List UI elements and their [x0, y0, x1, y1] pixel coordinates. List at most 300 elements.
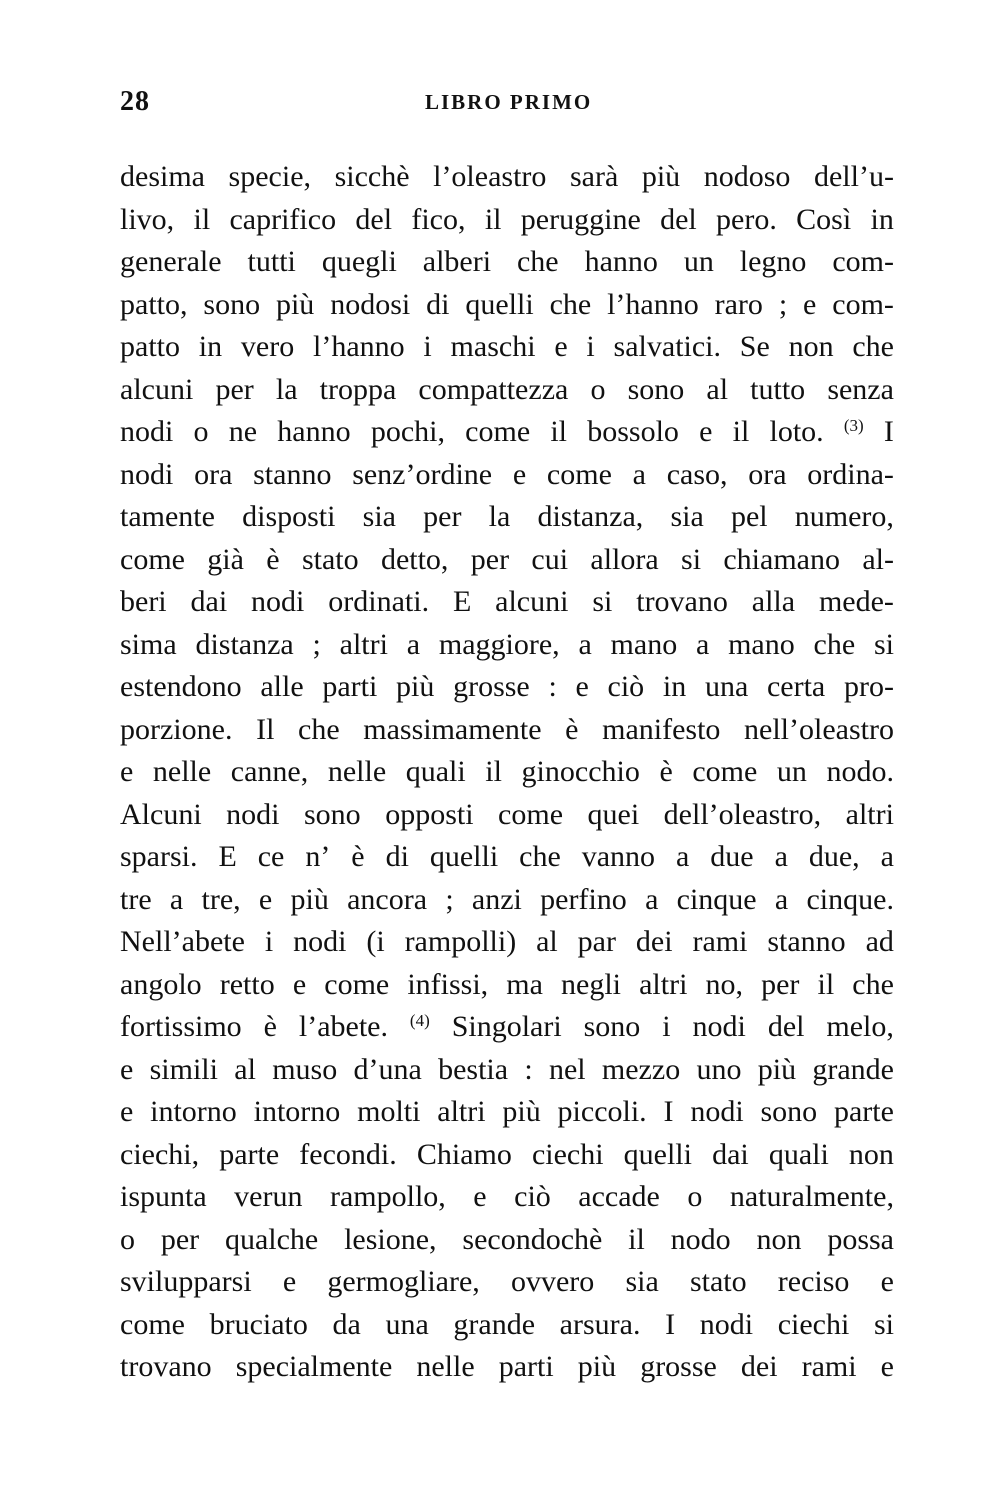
word: ispunta: [120, 1180, 207, 1213]
word: e: [880, 1350, 894, 1383]
word: intorno: [253, 1095, 341, 1128]
word: Chiamo: [416, 1137, 512, 1171]
word: [844, 411, 864, 454]
word: specie,: [228, 160, 312, 193]
word: cinque.: [806, 882, 894, 916]
word: nel: [548, 1052, 586, 1086]
word: che: [852, 330, 894, 363]
word: bruciato: [209, 1307, 308, 1341]
word: di: [385, 840, 409, 873]
word: angolo: [120, 967, 202, 1001]
word: ciechi: [531, 1137, 604, 1171]
word: peruggine: [520, 202, 641, 236]
word: i: [423, 330, 432, 363]
word: a: [695, 627, 710, 661]
word: senz’ordine: [352, 457, 493, 491]
word: pero.: [716, 202, 777, 236]
word: sono: [583, 1010, 641, 1043]
word: si: [873, 1307, 894, 1341]
word: come: [465, 415, 531, 448]
word: sono: [760, 1095, 818, 1128]
word: cinque: [676, 882, 757, 916]
word: :: [524, 1052, 533, 1086]
word: altri: [845, 797, 894, 831]
word: quelli: [465, 287, 534, 321]
text-line: [120, 411, 894, 454]
word: si: [873, 627, 894, 661]
word: altri: [339, 627, 388, 661]
word: ancora: [347, 882, 428, 916]
word: più: [290, 882, 329, 916]
word: il: [193, 202, 211, 236]
word: lesione,: [344, 1222, 437, 1256]
word: che: [298, 712, 340, 746]
word: raro: [714, 287, 763, 321]
word: Singolari: [451, 1010, 562, 1043]
word: sarà: [569, 160, 619, 193]
word: alberi: [422, 245, 492, 278]
word: svilupparsi: [120, 1265, 252, 1298]
word: dell’oleastro,: [663, 797, 822, 831]
word: dai: [712, 1137, 749, 1171]
word: piccoli.: [557, 1095, 647, 1128]
word: sono: [203, 287, 261, 321]
word: un: [776, 755, 807, 788]
word: o: [590, 372, 606, 406]
word: melo,: [826, 1010, 894, 1043]
word: ovvero: [510, 1265, 595, 1298]
word: parti: [498, 1350, 554, 1383]
word: ordinati.: [328, 585, 430, 618]
word: i: [662, 1010, 671, 1043]
word: e: [473, 1180, 487, 1213]
word: alcuni: [120, 372, 194, 406]
word: a: [632, 457, 646, 491]
word: pro-: [843, 670, 894, 703]
word: hanno: [584, 245, 658, 278]
word: legno: [739, 245, 807, 278]
word: per: [470, 542, 510, 576]
word: arsura.: [559, 1307, 641, 1341]
text-line: [120, 539, 894, 582]
word: secondochè: [462, 1222, 603, 1256]
text-line: [120, 284, 894, 327]
word: e: [120, 755, 134, 788]
word: cui: [531, 542, 569, 576]
word: possa: [827, 1222, 894, 1256]
word: rami: [801, 1350, 857, 1383]
word: massimamente: [363, 712, 542, 746]
word: hanno: [277, 415, 351, 448]
word: retto: [219, 967, 275, 1001]
word: che: [516, 245, 559, 278]
word: quali: [405, 755, 466, 788]
word: muso: [272, 1052, 338, 1086]
word: :: [548, 670, 557, 703]
word: è: [659, 755, 673, 788]
word: I: [665, 1307, 676, 1341]
word: tre: [120, 882, 152, 916]
text-line: [120, 581, 894, 624]
word: com-: [832, 245, 894, 278]
word: opposti: [385, 797, 474, 831]
word: a: [880, 840, 894, 873]
word: altri: [437, 1095, 486, 1128]
word: trovano: [636, 585, 728, 618]
word: stanno: [767, 925, 846, 958]
word: del: [660, 202, 697, 236]
word: ciechi,: [120, 1137, 200, 1171]
word: il: [485, 755, 502, 788]
word: a: [645, 882, 659, 916]
text-line: [120, 1261, 894, 1304]
text-line: [120, 751, 894, 794]
word: sparsi.: [120, 840, 198, 873]
word: ciò: [514, 1180, 551, 1213]
text-line: [120, 1091, 894, 1134]
word: come: [498, 797, 564, 831]
word: ginocchio: [521, 755, 640, 788]
word: quelli: [429, 840, 499, 873]
word: vanno: [581, 840, 656, 873]
word: alcuni: [495, 585, 569, 618]
word: estendono: [120, 670, 242, 703]
word: il: [484, 202, 502, 236]
word: è: [565, 712, 579, 746]
text-line: [120, 624, 894, 667]
text-line: [120, 241, 894, 284]
word: naturalmente,: [729, 1180, 894, 1213]
word: desima: [120, 160, 205, 193]
word: o: [120, 1222, 135, 1256]
word: sima: [120, 627, 177, 661]
text-line: [120, 879, 894, 922]
word: sia: [625, 1265, 659, 1298]
word: l’oleastro: [433, 160, 547, 193]
word: a: [578, 627, 592, 661]
word: Il: [256, 712, 275, 746]
word: quegli: [321, 245, 397, 278]
word: E: [218, 840, 237, 873]
word: perfino: [540, 882, 627, 916]
text-line: [120, 1219, 894, 1262]
word: a: [774, 840, 788, 873]
word: dei: [635, 925, 673, 958]
word: a: [774, 882, 789, 916]
word: distanza,: [537, 500, 644, 533]
word: chiamano: [723, 542, 840, 576]
word: come: [120, 1307, 185, 1341]
word: il: [817, 967, 835, 1001]
word: trovano: [120, 1350, 212, 1383]
word: e: [292, 967, 307, 1001]
word: nelle: [327, 755, 387, 788]
word: grosse: [453, 670, 530, 703]
word: non: [848, 1137, 894, 1171]
word: ;: [312, 627, 321, 661]
text-line: [120, 709, 894, 752]
word: grosse: [640, 1350, 717, 1383]
word: ciechi: [777, 1307, 850, 1341]
word: I: [663, 1095, 674, 1128]
word: che: [813, 627, 856, 661]
word: loto.: [769, 415, 824, 448]
word: troppa: [319, 372, 397, 406]
page-number: 28: [120, 86, 150, 117]
word: in: [870, 202, 894, 236]
word: qualche: [224, 1222, 319, 1256]
word: del: [355, 202, 393, 236]
word: stato: [301, 542, 359, 576]
word: quelli: [623, 1137, 692, 1171]
word: nell’oleastro: [744, 712, 894, 746]
word: e: [803, 287, 817, 321]
word: non: [756, 1222, 802, 1256]
word: al: [706, 372, 729, 406]
word: più: [275, 287, 315, 321]
word: beri: [120, 585, 167, 618]
word: mede-: [818, 585, 894, 618]
body-text: [120, 156, 894, 1389]
word: come: [120, 542, 185, 576]
word: è: [351, 840, 365, 873]
word: molti: [357, 1095, 421, 1128]
word: certa: [766, 670, 826, 703]
word: manifesto: [602, 712, 721, 746]
word: fortissimo: [120, 1010, 242, 1043]
word: salvatici.: [613, 330, 722, 363]
text-line: [120, 454, 894, 497]
word: nodi: [251, 585, 305, 618]
word: è: [263, 1010, 277, 1043]
word: generale: [120, 245, 222, 278]
word: nodosi: [330, 287, 411, 321]
footnote-marker: (3): [843, 416, 864, 435]
word: per: [215, 372, 254, 406]
word: patto,: [120, 287, 188, 321]
word: fecondi.: [299, 1137, 397, 1171]
word: dei: [740, 1350, 778, 1383]
word: maschi: [450, 330, 536, 363]
text-line: [120, 666, 894, 709]
word: tamente: [120, 500, 215, 533]
word: si: [592, 585, 613, 618]
page-header: [120, 86, 890, 126]
word: stato: [689, 1265, 747, 1298]
word: mezzo: [601, 1052, 681, 1086]
word: [410, 1006, 430, 1049]
word: com-: [832, 287, 894, 321]
word: e: [554, 330, 568, 363]
word: il: [628, 1222, 645, 1256]
word: germogliare,: [327, 1265, 480, 1298]
word: ce: [257, 840, 285, 873]
word: già: [207, 542, 244, 576]
word: distanza: [195, 627, 294, 661]
word: ne: [228, 415, 258, 448]
word: altri: [639, 967, 688, 1001]
word: quei: [587, 797, 640, 831]
word: nodi: [293, 925, 347, 958]
word: numero,: [794, 500, 894, 533]
word: n’: [305, 840, 331, 873]
word: ad: [865, 925, 894, 958]
word: un: [683, 245, 714, 278]
word: sono: [627, 372, 685, 406]
word: al-: [862, 542, 894, 576]
word: la: [275, 372, 298, 406]
word: reciso: [777, 1265, 850, 1298]
text-line: [120, 156, 894, 199]
text-line: [120, 964, 894, 1007]
text-line: [120, 836, 894, 879]
text-line: [120, 369, 894, 412]
word: allora: [590, 542, 659, 576]
word: che: [852, 967, 894, 1001]
word: più: [502, 1095, 541, 1128]
word: e: [512, 457, 527, 491]
word: ordina-: [807, 457, 894, 491]
word: il: [550, 415, 568, 448]
text-line: [120, 496, 894, 539]
word: uno: [696, 1052, 742, 1086]
word: non: [788, 330, 834, 363]
word: senza: [827, 372, 894, 406]
word: rampolli): [404, 925, 517, 958]
word: una: [385, 1307, 429, 1341]
word: grande: [453, 1307, 536, 1341]
word: come: [324, 967, 390, 1001]
word: Nell’abete: [120, 925, 245, 958]
word: porzione.: [120, 712, 233, 746]
word: due,: [808, 840, 860, 873]
word: o: [687, 1180, 703, 1213]
word: pochi,: [370, 415, 445, 448]
footnote-marker: (4): [409, 1011, 430, 1030]
word: nelle: [416, 1350, 475, 1383]
word: alla: [751, 585, 796, 618]
word: disposti: [242, 500, 336, 533]
text-line: [120, 1346, 894, 1389]
word: è: [266, 542, 280, 576]
word: e: [120, 1095, 134, 1128]
word: come: [692, 755, 758, 788]
word: parti: [322, 670, 378, 703]
word: e: [120, 1052, 134, 1086]
word: sono: [304, 797, 361, 831]
word: del: [767, 1010, 805, 1043]
word: l’abete.: [298, 1010, 388, 1043]
word: e: [258, 882, 273, 916]
text-line: [120, 1134, 894, 1177]
word: dell’u-: [813, 160, 894, 193]
word: a: [406, 627, 421, 661]
word: bestia: [438, 1052, 509, 1086]
word: al: [536, 925, 558, 958]
word: ora: [194, 457, 233, 491]
word: sia: [362, 500, 396, 533]
word: e: [282, 1265, 297, 1298]
word: più: [396, 670, 435, 703]
word: nodo: [670, 1222, 731, 1256]
word: nodoso: [703, 160, 791, 193]
word: che: [549, 287, 592, 321]
word: alle: [260, 670, 304, 703]
word: compattezza: [418, 372, 569, 406]
text-line: [120, 1176, 894, 1219]
word: simili: [149, 1052, 218, 1086]
word: nodi: [692, 1010, 746, 1043]
word: nodi: [699, 1307, 754, 1341]
word: tutti: [247, 245, 296, 278]
word: bossolo: [587, 415, 679, 448]
word: i: [264, 925, 274, 958]
word: grande: [812, 1052, 894, 1086]
word: più: [577, 1350, 617, 1383]
word: maggiore,: [438, 627, 560, 661]
word: e: [699, 415, 713, 448]
word: la: [488, 500, 511, 533]
word: e: [575, 670, 589, 703]
word: i: [586, 330, 595, 363]
word: no,: [705, 967, 744, 1001]
word: a: [169, 882, 184, 916]
word: anzi: [471, 882, 522, 916]
word: pel: [730, 500, 768, 533]
word: vero: [240, 330, 295, 363]
word: mano: [728, 627, 795, 661]
word: nodi: [226, 797, 280, 831]
word: tutto: [750, 372, 806, 406]
word: da: [332, 1307, 361, 1341]
word: parte: [833, 1095, 894, 1128]
word: nelle: [152, 755, 212, 788]
word: fico,: [411, 202, 466, 236]
word: patto: [120, 330, 180, 363]
text-line: [120, 1049, 894, 1092]
word: dai: [190, 585, 228, 618]
word: livo,: [120, 202, 175, 236]
word: nodi: [120, 415, 174, 448]
word: rampollo,: [329, 1180, 446, 1213]
word: ;: [445, 882, 454, 916]
word: E: [452, 585, 472, 618]
word: d’una: [353, 1052, 422, 1086]
word: come: [546, 457, 612, 491]
word: ma: [506, 967, 543, 1001]
word: verun: [234, 1180, 303, 1213]
word: l’hanno: [607, 287, 699, 321]
word: intorno: [150, 1095, 237, 1128]
word: I: [883, 415, 894, 448]
word: quali: [768, 1137, 829, 1171]
text-line: [120, 1006, 894, 1049]
word: il: [732, 415, 750, 448]
word: par: [577, 925, 616, 958]
word: caprifico: [229, 202, 337, 236]
word: infissi,: [407, 967, 489, 1001]
word: in: [198, 330, 223, 363]
word: per: [423, 500, 462, 533]
word: al: [234, 1052, 256, 1086]
word: Alcuni: [120, 797, 202, 831]
text-line: [120, 794, 894, 837]
word: più: [757, 1052, 797, 1086]
word: specialmente: [235, 1350, 393, 1383]
word: canne,: [230, 755, 309, 788]
word: si: [681, 542, 702, 576]
word: per: [761, 967, 800, 1001]
